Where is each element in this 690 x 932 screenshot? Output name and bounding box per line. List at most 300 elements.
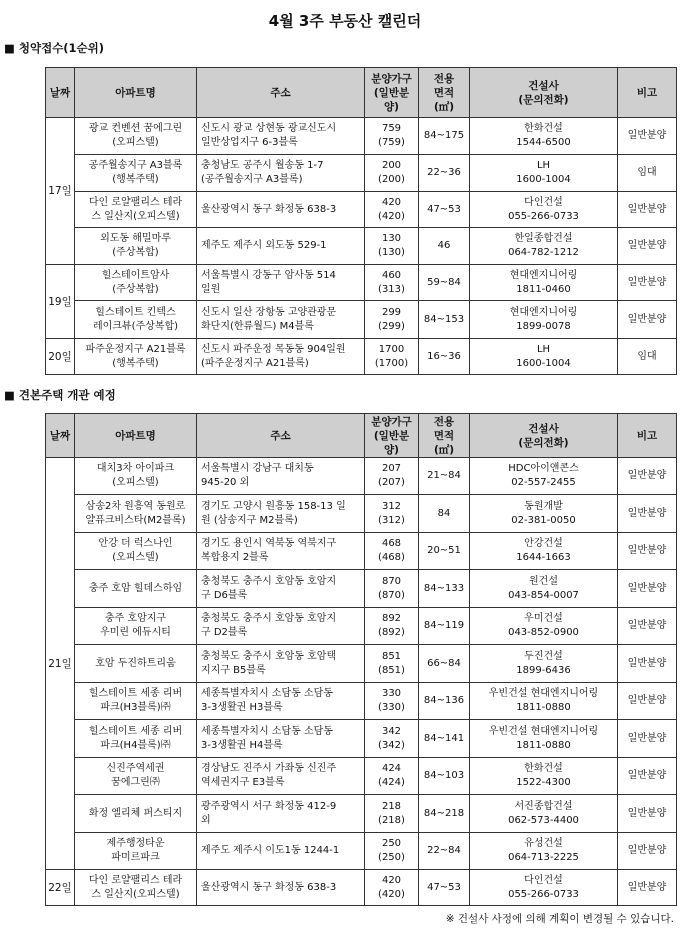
subscription-table <box>45 67 677 375</box>
apartment-cell-text: 제주행정타운 <box>106 838 165 849</box>
address-cell-text: 서울특별시 강동구 암사동 514 <box>201 269 336 281</box>
area-cell-text: 47~53 <box>427 203 461 215</box>
builder-cell <box>470 118 618 155</box>
apartment-cell-text: 호암 두진하트리움 <box>95 657 176 669</box>
note-cell <box>618 570 677 608</box>
apartment-cell-text: 대치3차 아이파크 <box>96 463 175 474</box>
header-apartment: 아파트명 <box>75 68 197 118</box>
note-cell <box>618 720 677 758</box>
units-cell-text: 468 <box>381 538 402 549</box>
address-cell <box>197 228 365 265</box>
builder-cell <box>470 608 618 645</box>
units-cell-text: (312) <box>378 514 405 526</box>
units-cell <box>365 870 419 906</box>
address-cell-text: 복합용지 2블록 <box>201 552 269 563</box>
table-row <box>46 570 677 608</box>
address-cell-text: 3-3생활권 H4블록 <box>201 739 283 751</box>
units-cell-text: 342 <box>381 725 402 737</box>
units-cell-text: 312 <box>381 500 402 512</box>
note-cell <box>618 155 677 192</box>
address-cell <box>197 570 365 608</box>
address-cell-text: 충청북도 충주시 호암동 호암지 <box>201 613 337 624</box>
apartment-cell-text: 다인 로얄팰리스 테라 <box>88 196 183 208</box>
units-cell-text: (200) <box>378 174 405 185</box>
apartment-cell-text: (주상복합) <box>112 283 159 295</box>
units-cell-text: 250 <box>381 838 402 849</box>
apartment-cell-text: 화정 엘리체 퍼스티지 <box>88 807 183 819</box>
note-cell-text: 일반분양 <box>627 845 667 856</box>
note-cell <box>618 645 677 683</box>
apartment-cell <box>75 495 197 533</box>
apartment-cell <box>75 339 197 375</box>
units-cell-text: (250) <box>378 852 405 863</box>
address-cell <box>197 608 365 645</box>
note-cell <box>618 339 677 375</box>
table-row <box>46 339 677 375</box>
note-cell-text: 일반분양 <box>627 276 667 288</box>
units-cell-text: (313) <box>378 283 405 295</box>
table-row <box>46 192 677 228</box>
note-cell <box>618 118 677 155</box>
address-cell <box>197 458 365 495</box>
builder-cell <box>470 458 618 495</box>
note-cell-text: 일반분양 <box>627 657 667 669</box>
note-cell-text: 일반분양 <box>627 130 667 141</box>
address-cell-text: 신도시 파주운정 목동동 904일원 <box>201 343 346 355</box>
address-cell <box>197 118 365 155</box>
address-cell <box>197 192 365 228</box>
address-cell <box>197 645 365 683</box>
header-address: 주소 <box>197 68 365 118</box>
date-cell: 19일 <box>46 265 75 339</box>
area-cell-text: 22~36 <box>427 167 461 178</box>
builder-cell-text: 현대엔지니어링 <box>509 269 578 281</box>
units-cell-text: 218 <box>381 800 402 812</box>
table-row <box>46 608 677 645</box>
footnote: ※ 건설사 사정에 의해 계획이 변경될 수 있습니다. <box>445 913 674 925</box>
note-cell-text: 임대 <box>637 167 657 178</box>
apartment-cell-text: 다인 로얄팰리스 테라 <box>88 874 183 886</box>
units-cell <box>365 570 419 608</box>
units-cell-text: (130) <box>378 247 405 258</box>
address-cell-text: 세종특별자치시 소담동 소담동 <box>201 725 333 737</box>
builder-cell <box>470 228 618 265</box>
note-cell-text: 일반분양 <box>627 770 667 781</box>
address-cell <box>197 795 365 833</box>
apartment-cell <box>75 533 197 570</box>
note-cell <box>618 608 677 645</box>
units-cell-text: (851) <box>378 664 405 676</box>
units-cell-text: (330) <box>378 702 405 713</box>
address-cell-text: 충청남도 공주시 월송동 1-7 <box>201 160 324 171</box>
units-cell <box>365 118 419 155</box>
address-cell-text: 3-3생활권 H3블록 <box>201 702 283 713</box>
builder-cell-text: 1600-1004 <box>516 174 571 185</box>
units-cell-text: (420) <box>378 210 405 222</box>
area-cell <box>419 720 470 758</box>
area-cell-text: 21~84 <box>427 470 461 481</box>
address-cell-text: 제주도 제주시 이도1동 1244-1 <box>201 845 340 856</box>
apartment-cell-text: 외도동 해밀마루 <box>100 233 171 244</box>
builder-cell-text: 1544-6500 <box>516 137 571 148</box>
note-cell-text: 일반분양 <box>627 582 667 594</box>
builder-cell <box>470 683 618 720</box>
header-builder: 건설사 (문의전화) <box>470 414 618 458</box>
area-cell-text: 46 <box>437 240 451 251</box>
address-cell-text: (공주월송지구 A3블록) <box>201 174 303 185</box>
units-cell <box>365 720 419 758</box>
note-cell <box>618 683 677 720</box>
units-cell-text: 420 <box>381 196 402 208</box>
apartment-cell-text: (오피스텔) <box>112 477 159 488</box>
area-cell <box>419 833 470 870</box>
builder-cell-text: 1899-6436 <box>516 664 571 676</box>
address-cell-text: 경상남도 진주시 가좌동 신진주 <box>201 763 337 774</box>
area-cell-text: 84~175 <box>423 130 465 141</box>
address-cell-text: (파주운정지구 A21블록) <box>201 357 309 369</box>
apartment-cell <box>75 301 197 339</box>
apartment-cell-text: 충주 호암지구 <box>104 613 167 624</box>
header-apartment: 아파트명 <box>75 414 197 458</box>
apartment-cell-text: (오피스텔) <box>112 552 159 563</box>
table-row <box>46 228 677 265</box>
area-cell <box>419 155 470 192</box>
builder-cell-text: 1811-0880 <box>516 702 571 713</box>
units-cell-text: (420) <box>378 888 405 900</box>
note-cell-text: 일반분양 <box>627 732 667 744</box>
builder-cell-text: 한화건설 <box>524 123 563 134</box>
address-cell <box>197 683 365 720</box>
address-cell-text: 원 (삼송지구 M2블록) <box>201 514 298 526</box>
units-cell <box>365 339 419 375</box>
units-cell <box>365 608 419 645</box>
note-cell-text: 일반분양 <box>627 695 667 706</box>
builder-cell <box>470 155 618 192</box>
apartment-cell-text: 파크(H3블록)㈜ <box>100 702 171 713</box>
table-row <box>46 758 677 795</box>
builder-cell <box>470 495 618 533</box>
note-cell <box>618 533 677 570</box>
units-cell-text: 420 <box>381 874 402 886</box>
area-cell-text: 16~36 <box>427 350 461 362</box>
apartment-cell <box>75 228 197 265</box>
apartment-cell <box>75 645 197 683</box>
builder-cell-text: 우빈건설 현대엔지니어링 <box>488 725 599 737</box>
builder-cell-text: 동원개발 <box>524 500 563 512</box>
table-row <box>46 833 677 870</box>
table-row <box>46 495 677 533</box>
table-header-row <box>46 414 677 458</box>
address-cell-text: 충청북도 충주시 호암동 호암택 <box>201 650 337 662</box>
apartment-cell <box>75 192 197 228</box>
address-cell <box>197 758 365 795</box>
builder-cell-text: 043-854-0007 <box>508 589 579 601</box>
units-cell-text: (892) <box>378 627 405 638</box>
apartment-cell-text: 스 일산지(오피스텔) <box>91 888 180 900</box>
units-cell-text: (468) <box>378 552 405 563</box>
apartment-cell <box>75 795 197 833</box>
builder-cell <box>470 533 618 570</box>
units-cell-text: (218) <box>378 814 405 826</box>
units-cell <box>365 458 419 495</box>
builder-cell-text: 02-381-0050 <box>511 514 576 526</box>
area-cell <box>419 458 470 495</box>
table-row <box>46 683 677 720</box>
apartment-cell-text: 스 일산지(오피스텔) <box>91 210 180 222</box>
apartment-cell-text: 파크(H4블록)㈜ <box>100 739 171 751</box>
address-cell-text: 신도시 일산 장항동 고양관광문 <box>201 306 337 318</box>
header-note: 비고 <box>618 68 677 118</box>
area-cell-text: 59~84 <box>427 276 461 288</box>
units-cell-text: (299) <box>378 320 405 332</box>
address-cell-text: 경기도 용인시 역북동 역북지구 <box>201 538 337 549</box>
area-cell-text: 20~51 <box>427 545 461 556</box>
builder-cell-text: 현대엔지니어링 <box>509 306 578 318</box>
address-cell-text: 경기도 고양시 원흥동 158-13 일 <box>201 500 346 512</box>
builder-cell <box>470 301 618 339</box>
model-house-table <box>45 413 677 906</box>
apartment-cell-text: 우미린 에듀시티 <box>100 627 171 638</box>
address-cell <box>197 833 365 870</box>
builder-cell <box>470 870 618 906</box>
builder-cell-text: 062-573-4400 <box>508 814 579 826</box>
apartment-cell <box>75 570 197 608</box>
table-row <box>46 870 677 906</box>
builder-cell <box>470 645 618 683</box>
units-cell-text: 1700 <box>378 343 405 355</box>
table-row <box>46 265 677 301</box>
apartment-cell <box>75 608 197 645</box>
apartment-cell <box>75 870 197 906</box>
builder-cell-text: 1811-0880 <box>516 739 571 751</box>
apartment-cell-text: 광교 컨벤션 꿈에그린 <box>88 123 183 134</box>
address-cell-text: 945-20 외 <box>201 477 250 488</box>
area-cell-text: 84~136 <box>423 695 465 706</box>
area-cell <box>419 228 470 265</box>
area-cell-text: 84~133 <box>423 582 465 594</box>
area-cell-text: 66~84 <box>427 657 461 669</box>
note-cell <box>618 833 677 870</box>
table-row <box>46 795 677 833</box>
builder-cell <box>470 339 618 375</box>
address-cell <box>197 720 365 758</box>
builder-cell-text: 한일종합건설 <box>514 233 573 244</box>
header-units: 분양가구 (일반분양) <box>365 68 419 118</box>
apartment-cell <box>75 118 197 155</box>
header-area: 전용 면적 (㎡) <box>419 68 470 118</box>
page-title: 4월 3주 부동산 캘린더 <box>268 12 422 30</box>
builder-cell-text: 서진종합건설 <box>514 800 573 812</box>
units-cell-text: 330 <box>381 688 402 699</box>
units-cell-text: 130 <box>381 233 402 244</box>
apartment-cell-text: 충주 호암 힐데스하임 <box>88 582 183 594</box>
address-cell-text: 일반상업지구 6-3블록 <box>201 137 298 148</box>
area-cell <box>419 608 470 645</box>
apartment-cell-text: (주상복합) <box>112 247 159 258</box>
apartment-cell-text: 공주월송지구 A3블록 <box>88 160 183 171</box>
address-cell-text: 외 <box>201 814 211 826</box>
units-cell-text: (342) <box>378 739 405 751</box>
address-cell-text: 충청북도 충주시 호암동 호암지 <box>201 575 337 587</box>
units-cell <box>365 301 419 339</box>
units-cell <box>365 795 419 833</box>
area-cell <box>419 495 470 533</box>
date-cell: 21일 <box>46 458 75 870</box>
builder-cell-text: 064-782-1212 <box>508 247 579 258</box>
apartment-cell-text: (행복주택) <box>112 357 159 369</box>
apartment-cell-text: 레이크뷰(주상복합) <box>92 320 179 332</box>
address-cell-text: 지지구 B5블록 <box>201 664 266 676</box>
address-cell <box>197 265 365 301</box>
note-cell <box>618 301 677 339</box>
units-cell-text: 200 <box>381 160 402 171</box>
builder-cell-text: 우빈건설 현대엔지니어링 <box>488 688 599 699</box>
address-cell-text: 광주광역시 서구 화정동 412-9 <box>201 800 337 812</box>
note-cell <box>618 192 677 228</box>
address-cell-text: 울산광역시 동구 화정동 638-3 <box>201 203 337 215</box>
date-cell: 17일 <box>46 118 75 265</box>
area-cell <box>419 339 470 375</box>
units-cell <box>365 533 419 570</box>
table-row <box>46 645 677 683</box>
units-cell <box>365 495 419 533</box>
units-cell-text: (207) <box>378 477 405 488</box>
builder-cell-text: 064-713-2225 <box>508 852 579 863</box>
address-cell <box>197 339 365 375</box>
units-cell <box>365 758 419 795</box>
apartment-cell <box>75 833 197 870</box>
apartment-cell-text: 안강 더 럭스나인 <box>98 538 173 549</box>
address-cell <box>197 495 365 533</box>
table-row <box>46 533 677 570</box>
address-cell-text: 화단지(한류월드) M4블록 <box>201 320 314 332</box>
address-cell-text: 역세권지구 E3블록 <box>201 777 285 788</box>
note-cell-text: 일반분양 <box>627 881 667 893</box>
address-cell-text: 세종특별자치시 소담동 소담동 <box>201 688 333 699</box>
apartment-cell-text: 파주운정지구 A21블록 <box>85 343 186 355</box>
area-cell-text: 84~103 <box>423 770 465 781</box>
note-cell-text: 일반분양 <box>627 313 667 325</box>
builder-cell <box>470 720 618 758</box>
apartment-cell-text: 삼송2차 원흥역 동원로 <box>85 500 186 512</box>
units-cell-text: 207 <box>381 463 402 474</box>
builder-cell-text: 043-852-0900 <box>508 627 579 638</box>
area-cell-text: 22~84 <box>427 845 461 856</box>
builder-cell <box>470 265 618 301</box>
apartment-cell-text: 얄퓨크비스타(M2블록) <box>85 514 186 526</box>
date-cell: 20일 <box>46 339 75 375</box>
apartment-cell <box>75 265 197 301</box>
units-cell-text: (1700) <box>374 357 409 369</box>
address-cell <box>197 155 365 192</box>
table-header-row <box>46 68 677 118</box>
builder-cell-text: 1899-0078 <box>516 320 571 332</box>
address-cell <box>197 301 365 339</box>
area-cell-text: 84~153 <box>423 313 465 325</box>
units-cell <box>365 192 419 228</box>
units-cell-text: 759 <box>381 123 402 134</box>
note-cell-text: 일반분양 <box>627 807 667 819</box>
builder-cell <box>470 570 618 608</box>
area-cell <box>419 570 470 608</box>
apartment-cell <box>75 758 197 795</box>
builder-cell-text: 055-266-0733 <box>508 210 579 222</box>
table-row <box>46 720 677 758</box>
builder-cell-text: 1644-1663 <box>516 552 571 563</box>
units-cell-text: 892 <box>381 613 402 624</box>
address-cell-text: 구 D2블록 <box>201 627 248 638</box>
builder-cell-text: LH <box>536 343 551 355</box>
units-cell <box>365 265 419 301</box>
area-cell <box>419 192 470 228</box>
area-cell <box>419 758 470 795</box>
builder-cell-text: 02-557-2455 <box>511 477 576 488</box>
area-cell-text: 84~119 <box>423 620 465 631</box>
table-row <box>46 155 677 192</box>
note-cell-text: 임대 <box>637 350 657 362</box>
address-cell-text: 일원 <box>201 283 221 295</box>
date-cell: 22일 <box>46 870 75 906</box>
apartment-cell-text: 신진주역세권 <box>106 763 165 774</box>
header-builder: 건설사 (문의전화) <box>470 68 618 118</box>
note-cell <box>618 495 677 533</box>
area-cell <box>419 795 470 833</box>
area-cell-text: 84~141 <box>423 732 465 744</box>
builder-cell-text: 1522-4300 <box>516 777 571 788</box>
area-cell <box>419 301 470 339</box>
note-cell-text: 일반분양 <box>627 545 667 556</box>
builder-cell <box>470 192 618 228</box>
header-address: 주소 <box>197 414 365 458</box>
builder-cell-text: 다인건설 <box>524 874 563 886</box>
table-row <box>46 458 677 495</box>
header-area: 전용 면적 (㎡) <box>419 414 470 458</box>
apartment-cell-text: (행복주택) <box>112 174 159 185</box>
note-cell-text: 일반분양 <box>627 240 667 251</box>
note-cell-text: 일반분양 <box>627 507 667 519</box>
note-cell <box>618 458 677 495</box>
area-cell-text: 84~218 <box>423 807 465 819</box>
address-cell-text: 구 D6블록 <box>201 589 248 601</box>
apartment-cell <box>75 458 197 495</box>
builder-cell <box>470 833 618 870</box>
area-cell <box>419 265 470 301</box>
units-cell-text: 460 <box>381 269 402 281</box>
builder-cell-text: 우미건설 <box>524 613 563 624</box>
area-cell-text: 84 <box>437 507 451 519</box>
units-cell-text: 870 <box>381 575 402 587</box>
area-cell <box>419 683 470 720</box>
builder-cell-text: HDC아이앤콘스 <box>508 463 579 474</box>
address-cell <box>197 533 365 570</box>
header-date: 날짜 <box>46 414 75 458</box>
address-cell-text: 울산광역시 동구 화정동 638-3 <box>201 881 337 893</box>
builder-cell-text: 1811-0460 <box>516 283 571 295</box>
apartment-cell <box>75 720 197 758</box>
section-heading-subscription: ■ 청약접수(1순위) <box>4 41 105 55</box>
units-cell <box>365 645 419 683</box>
address-cell-text: 서울특별시 강남구 대치동 <box>201 463 314 474</box>
units-cell-text: (870) <box>378 589 405 601</box>
note-cell <box>618 795 677 833</box>
note-cell-text: 일반분양 <box>627 203 667 215</box>
apartment-cell-text: 힐스테이트 킨텍스 <box>95 306 176 318</box>
units-cell <box>365 683 419 720</box>
area-cell <box>419 533 470 570</box>
note-cell-text: 일반분양 <box>627 620 667 631</box>
apartment-cell-text: 꿈에그린㈜ <box>111 777 160 788</box>
table-row <box>46 118 677 155</box>
